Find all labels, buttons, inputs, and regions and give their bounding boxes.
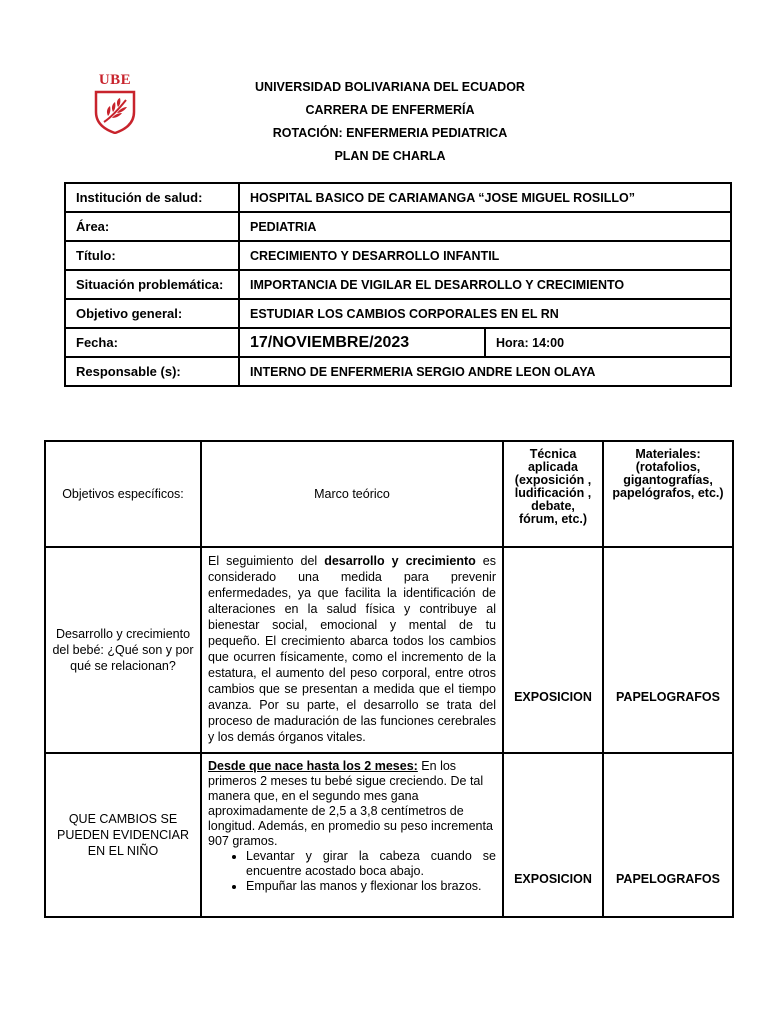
info-row-titulo — [65, 241, 731, 270]
plan-table — [44, 440, 734, 918]
info-row-area — [65, 212, 731, 241]
row1-tecnica: EXPOSICION — [503, 547, 603, 753]
info-row-situacion — [65, 270, 731, 299]
document-header — [180, 76, 600, 168]
fecha-value: 17/NOVIEMBRE/2023 — [239, 328, 485, 357]
header-tecnica — [503, 441, 603, 547]
header-marco — [201, 441, 503, 547]
header-tecnica-text: Técnica aplicada (exposición , ludificación , debate, fórum, etc.) — [514, 447, 592, 526]
plan-header-row — [45, 441, 733, 547]
university-name: UNIVERSIDAD BOLIVARIANA DEL ECUADOR — [255, 80, 525, 94]
titulo-value: CRECIMIENTO Y DESARROLLO INFANTIL — [239, 241, 731, 270]
fecha-label: Fecha: — [65, 328, 239, 357]
header-objetivos-text: Objetivos específicos: — [62, 487, 184, 501]
titulo-label: Título: — [65, 241, 239, 270]
situacion-label: Situación problemática: — [65, 270, 239, 299]
plan-row-1 — [45, 547, 733, 753]
header-materiales-text: Materiales: (rotafolios, gigantografías, papelógrafos, etc.) — [612, 447, 724, 500]
row1-materiales: PAPELOGRAFOS — [603, 547, 733, 753]
info-table — [64, 182, 732, 387]
responsable-value: INTERNO DE ENFERMERIA SERGIO ANDRE LEON OLAYA — [239, 357, 731, 386]
logo-text: UBE — [98, 72, 132, 88]
situacion-value: IMPORTANCIA DE VIGILAR EL DESARROLLO Y CRECIMIENTO — [239, 270, 731, 299]
row1-marco-bold: desarrollo y crecimiento — [324, 554, 476, 568]
row2-marco — [201, 753, 503, 917]
info-row-responsable — [65, 357, 731, 386]
header-materiales — [603, 441, 733, 547]
institucion-label: Institución de salud: — [65, 183, 239, 212]
plan-row-2 — [45, 753, 733, 917]
area-value: PEDIATRIA — [239, 212, 731, 241]
rotation-name: ROTACIÓN: ENFERMERIA PEDIATRICA — [272, 126, 508, 140]
header-marco-text: Marco teórico — [314, 487, 390, 501]
row2-bullet-list — [208, 849, 496, 894]
info-row-institucion — [65, 183, 731, 212]
shield-emblem-icon — [92, 88, 138, 134]
row1-marco-pre: El seguimiento del — [208, 554, 325, 568]
list-item: • Empuñar las manos y flexionar los brazos. — [246, 879, 496, 894]
row2-marco-title: Desde que nace hasta los 2 meses: — [208, 759, 418, 773]
university-logo — [92, 72, 138, 134]
header-objetivos — [45, 441, 201, 547]
row1-marco — [201, 547, 503, 753]
list-item: • Levantar y girar la cabeza cuando se encuentre acostado boca abajo. — [246, 849, 496, 879]
area-label: Área: — [65, 212, 239, 241]
row1-objetivo: Desarrollo y crecimiento del bebé: ¿Qué son y por qué se relacionan? — [45, 547, 201, 753]
info-row-fecha — [65, 328, 731, 357]
row2-marco-text: En los primeros 2 meses tu bebé sigue creciendo. De tal manera que, en el segundo mes gana aproximadamente de 2,5 a 3,8 centímetros de longitud. Además, en promedio su peso incrementa 907 gramos. — [208, 759, 493, 848]
row1-marco-post: es considerado una medida para prevenir enfermedades, ya que facilita la identificación de alteraciones en la salud física y contribuye al bienestar social, emocional y mental de tu pequeño. El crecimiento abarca todos los cambios que ocurren físicamente, como el incremento de la estatura, el aumento del peso corporal, entre otros cambios que se presentan a medida que el tiempo avanza. Por su parte, el desarrollo se trata del proceso de maduración de las funciones cerebrales y los demás órganos vitales. — [208, 554, 496, 744]
document-title: PLAN DE CHARLA — [334, 149, 446, 163]
career-name: CARRERA DE ENFERMERÍA — [305, 103, 475, 117]
row2-materiales: PAPELOGRAFOS — [603, 753, 733, 917]
row2-objetivo: QUE CAMBIOS SE PUEDEN EVIDENCIAR EN EL NIÑO — [45, 753, 201, 917]
objetivo-value: ESTUDIAR LOS CAMBIOS CORPORALES EN EL RN — [239, 299, 731, 328]
institucion-value: HOSPITAL BASICO DE CARIAMANGA “JOSE MIGUEL ROSILLO” — [239, 183, 731, 212]
row2-tecnica: EXPOSICION — [503, 753, 603, 917]
objetivo-label: Objetivo general: — [65, 299, 239, 328]
info-row-objetivo — [65, 299, 731, 328]
responsable-label: Responsable (s): — [65, 357, 239, 386]
hora-value: Hora: 14:00 — [485, 328, 731, 357]
